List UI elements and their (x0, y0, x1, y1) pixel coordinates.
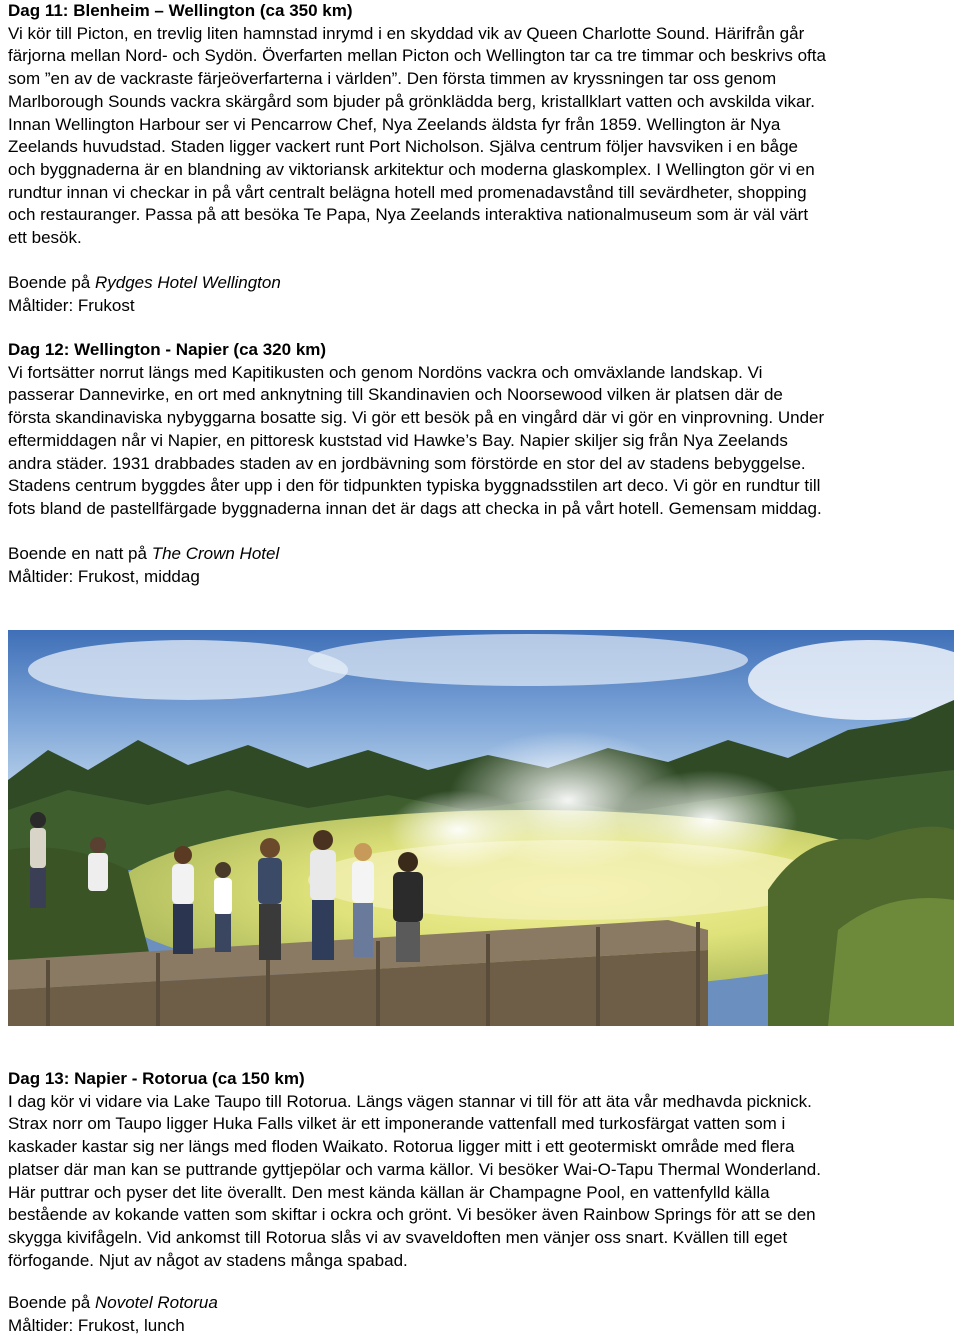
text-line: färjorna mellan Nord- och Sydön. Överfarten mellan Picton och Wellington tar ca tre timmar och beskrivs ofta (8, 46, 826, 66)
cloud (28, 640, 348, 700)
hotel-name: Rydges Hotel Wellington (94, 273, 281, 293)
photo-illustration (8, 630, 954, 1026)
text-line: skygga kivifågeln. Vid ankomst till Rotorua slås vi av svaveldoften men vänjer oss snart. Kvällen till eget (8, 1227, 788, 1247)
text-line: första skandinaviska nybyggarna bosatte sig. Vi gör ett besök på en vingård där vi gör en vinprovning. Under (8, 408, 825, 428)
text-line: passerar Dannevirke, en ort med anknytning till Skandinavien och Noorsewood vilken är platsen där de (8, 385, 783, 405)
text-line: I dag kör vi vidare via Lake Taupo till Rotorua. Längs vägen stannar vi till för att äta vår medhavda picknick. (8, 1091, 812, 1111)
text-line: Marlborough Sounds vackra skärgård som bjuder på grönklädda berg, kristallklart vatten och avskilda vikar. (8, 91, 815, 111)
day-13-description (8, 1091, 954, 1273)
text-line: andra städer. 1931 drabbades staden av en jordbävning som förstörde en stor del av stadens bebyggelse. (8, 453, 806, 473)
steam-plume (618, 770, 798, 870)
text-line: ett besök. (8, 228, 82, 248)
day-12-description (8, 362, 954, 521)
text-line: bestående av kokande vatten som skiftar i ockra och grönt. Vi besöker även Rainbow Springs för att se den (8, 1205, 816, 1225)
text-line: Stadens centrum byggdes åter upp i den för tidpunkten typiska byggnadsstilen art deco. Vi gör en rundtur till (8, 476, 821, 496)
day-13-meals: Måltider: Frukost, lunch (8, 1316, 185, 1336)
day-11-meals: Måltider: Frukost (8, 296, 135, 316)
text-line: platser där man kan se puttrande gyttjepölar och varma källor. Vi besöker Wai-O-Tapu Thermal Wonderland. (8, 1159, 821, 1179)
day-13-section (8, 1068, 954, 1338)
day-11-accommodation (8, 272, 954, 295)
day-12-meals: Måltider: Frukost, middag (8, 567, 200, 587)
accommodation-prefix: Boende på (8, 273, 95, 293)
accommodation-prefix: Boende en natt på (8, 544, 152, 564)
day-11-title: Dag 11: Blenheim – Wellington (ca 350 km) (8, 1, 353, 20)
text-line: Innan Wellington Harbour ser vi Pencarrow Chef, Nya Zeelands äldsta fyr från 1859. Wellington är Nya (8, 114, 781, 134)
accommodation-prefix: Boende på (8, 1293, 95, 1313)
text-line: Här puttrar och pyser det lite överallt. Den mest kända källan är Champagne Pool, en vattenfylld källa (8, 1182, 770, 1202)
text-line: eftermiddagen når vi Napier, en pittoresk kuststad vid Hawke’s Bay. Napier skiljer sig från Nya Zeelands (8, 430, 788, 450)
text-line: Zeelands huvudstad. Staden ligger vackert runt Port Nicholson. Själva centrum följer havsviken i en båge (8, 137, 798, 157)
text-line: rundtur innan vi checkar in på vårt centralt belägna hotell med promenadavstånd till sevärdheter, shopping (8, 182, 807, 202)
day-12-title: Dag 12: Wellington - Napier (ca 320 km) (8, 340, 327, 359)
hotel-name: The Crown Hotel (151, 544, 280, 564)
text-line: Vi kör till Picton, en trevlig liten hamnstad inrymd i en skyddad vik av Queen Charlotte Sound. Härifrån går (8, 23, 805, 43)
text-line: förfogande. Njut av något av stadens många spabad. (8, 1250, 408, 1270)
day-11-section (8, 0, 954, 318)
photo-geothermal-pool (8, 630, 954, 1026)
day-12-section (8, 339, 954, 589)
text-line: kaskader kastar sig ner längs med floden Waikato. Rotorua ligger mitt i ett geotermiskt område med flera (8, 1137, 795, 1157)
day-12-accommodation (8, 543, 954, 566)
text-line: Strax norr om Taupo ligger Huka Falls vilket är ett imponerande vattenfall med turkosfärgat vatten som i (8, 1114, 786, 1134)
text-line: och byggnaderna är en blandning av viktoriansk arkitektur och moderna glaskomplex. I Wellington gör vi en (8, 159, 815, 179)
text-line: fots bland de pastellfärgade byggnaderna innan det är dags att checka in på vårt hotell. Gemensam middag. (8, 498, 822, 518)
text-line: och restauranger. Passa på att besöka Te Papa, Nya Zeelands interaktiva nationalmuseum som är väl värt (8, 205, 809, 225)
day-11-description (8, 23, 954, 250)
day-13-title: Dag 13: Napier - Rotorua (ca 150 km) (8, 1069, 305, 1088)
text-line: Vi fortsätter norrut längs med Kapitikusten och genom Nordöns vackra och omväxlande landskap. Vi (8, 362, 763, 382)
day-13-accommodation (8, 1292, 954, 1315)
text-line: som ”en av de vackraste färjeöverfarterna i världen”. Den första timmen av kryssningen tar oss genom (8, 69, 777, 89)
hotel-name: Novotel Rotorua (94, 1293, 218, 1313)
cloud (308, 634, 748, 686)
